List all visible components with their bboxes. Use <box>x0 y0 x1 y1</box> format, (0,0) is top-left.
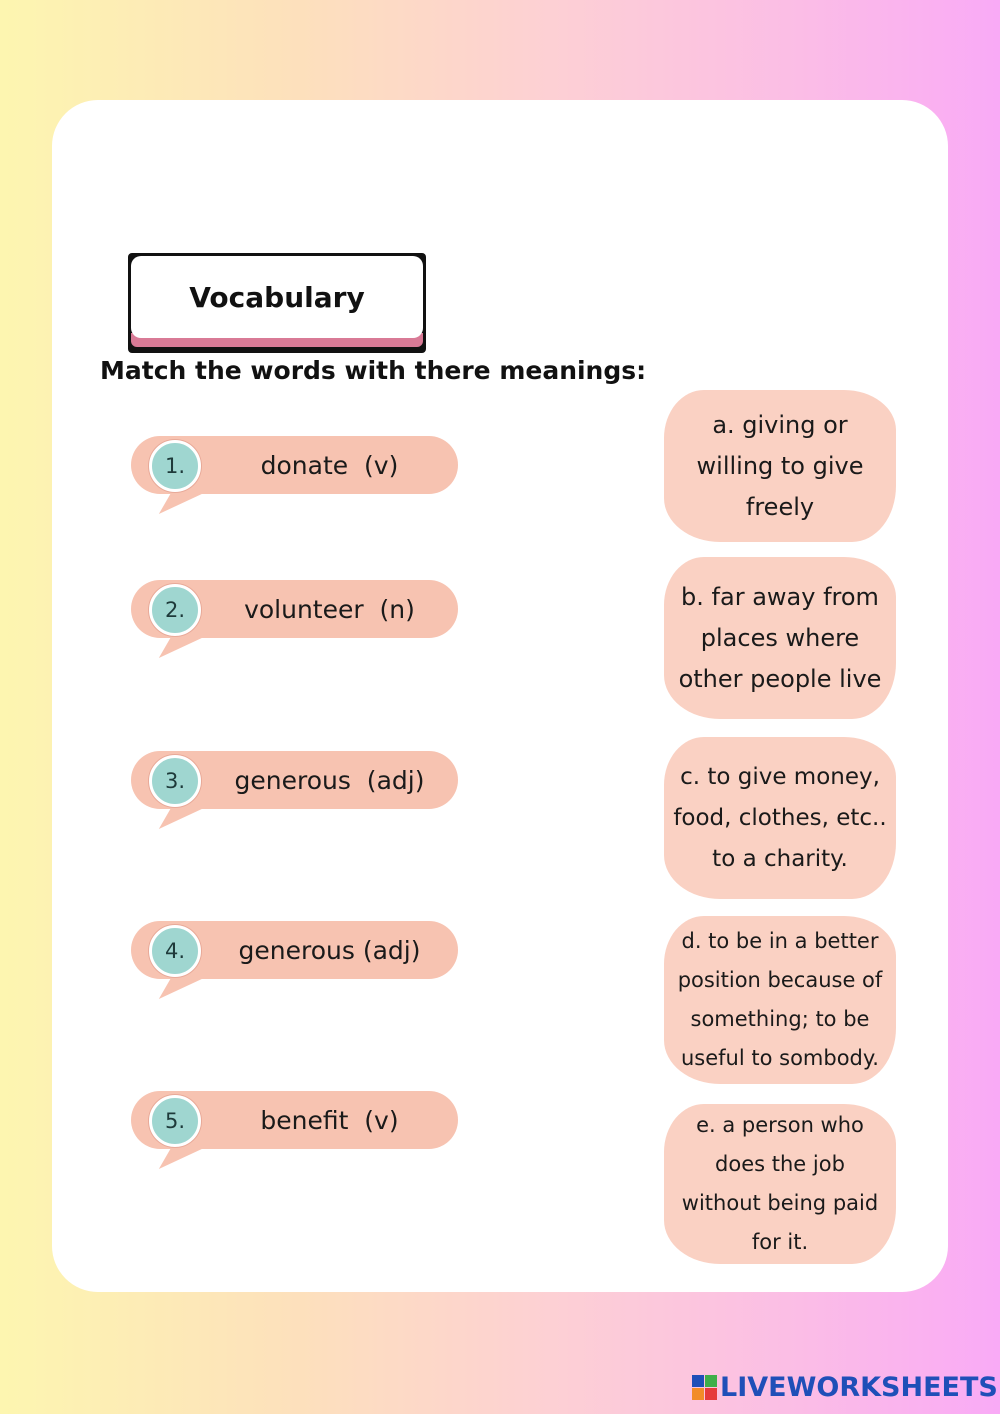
logo-square <box>705 1388 717 1400</box>
logo-square <box>692 1388 704 1400</box>
word-number-badge: 1. <box>149 440 201 492</box>
instruction-text: Match the words with there meanings: <box>100 356 647 385</box>
word-bubble-3[interactable] <box>131 751 458 809</box>
meaning-card-d[interactable] <box>664 916 896 1084</box>
logo-text: LIVEWORKSHEETS <box>720 1372 998 1403</box>
meaning-line: other people live <box>678 664 882 693</box>
logo-square <box>705 1375 717 1387</box>
meaning-line: d. to be in a better <box>681 929 879 953</box>
meaning-line: to a charity. <box>712 845 848 872</box>
meaning-card-b[interactable] <box>664 557 896 719</box>
logo-square <box>692 1375 704 1387</box>
meaning-line: position because of <box>677 968 883 992</box>
word-label: donate (v) <box>260 450 399 480</box>
meaning-line: freely <box>745 492 815 521</box>
meaning-line: willing to give <box>696 451 864 480</box>
meaning-line: without being paid <box>681 1191 879 1215</box>
word-label: volunteer (n) <box>244 594 415 624</box>
meaning-card-e[interactable] <box>664 1104 896 1264</box>
meaning-line: food, clothes, etc.. <box>673 804 887 831</box>
meaning-line: useful to sombody. <box>680 1046 879 1070</box>
word-label: benefit (v) <box>260 1105 399 1135</box>
meaning-line: for it. <box>751 1230 809 1254</box>
word-bubble-2[interactable] <box>131 580 458 638</box>
meaning-line: e. a person who <box>696 1113 864 1137</box>
meaning-line: b. far away from <box>681 582 879 611</box>
page-title: Vocabulary <box>131 256 423 338</box>
word-bubble-5[interactable] <box>131 1091 458 1149</box>
word-number-badge: 2. <box>149 584 201 636</box>
word-bubble-4[interactable] <box>131 921 458 979</box>
word-label: generous (adj) <box>238 935 421 965</box>
word-number-badge: 3. <box>149 755 201 807</box>
meaning-line: places where <box>700 623 860 652</box>
meaning-line: does the job <box>715 1152 845 1176</box>
meaning-line: c. to give money, <box>680 763 880 790</box>
word-label: generous (adj) <box>234 765 425 795</box>
meaning-line: something; to be <box>690 1007 870 1031</box>
title-box <box>128 253 426 353</box>
liveworksheets-logo <box>692 1372 998 1403</box>
meaning-line: a. giving or <box>712 410 848 439</box>
meaning-card-c[interactable] <box>664 737 896 899</box>
word-bubble-1[interactable] <box>131 436 458 494</box>
word-number-badge: 5. <box>149 1095 201 1147</box>
liveworksheets-logo-icon <box>692 1375 717 1400</box>
meaning-card-a[interactable] <box>664 390 896 542</box>
word-number-badge: 4. <box>149 925 201 977</box>
